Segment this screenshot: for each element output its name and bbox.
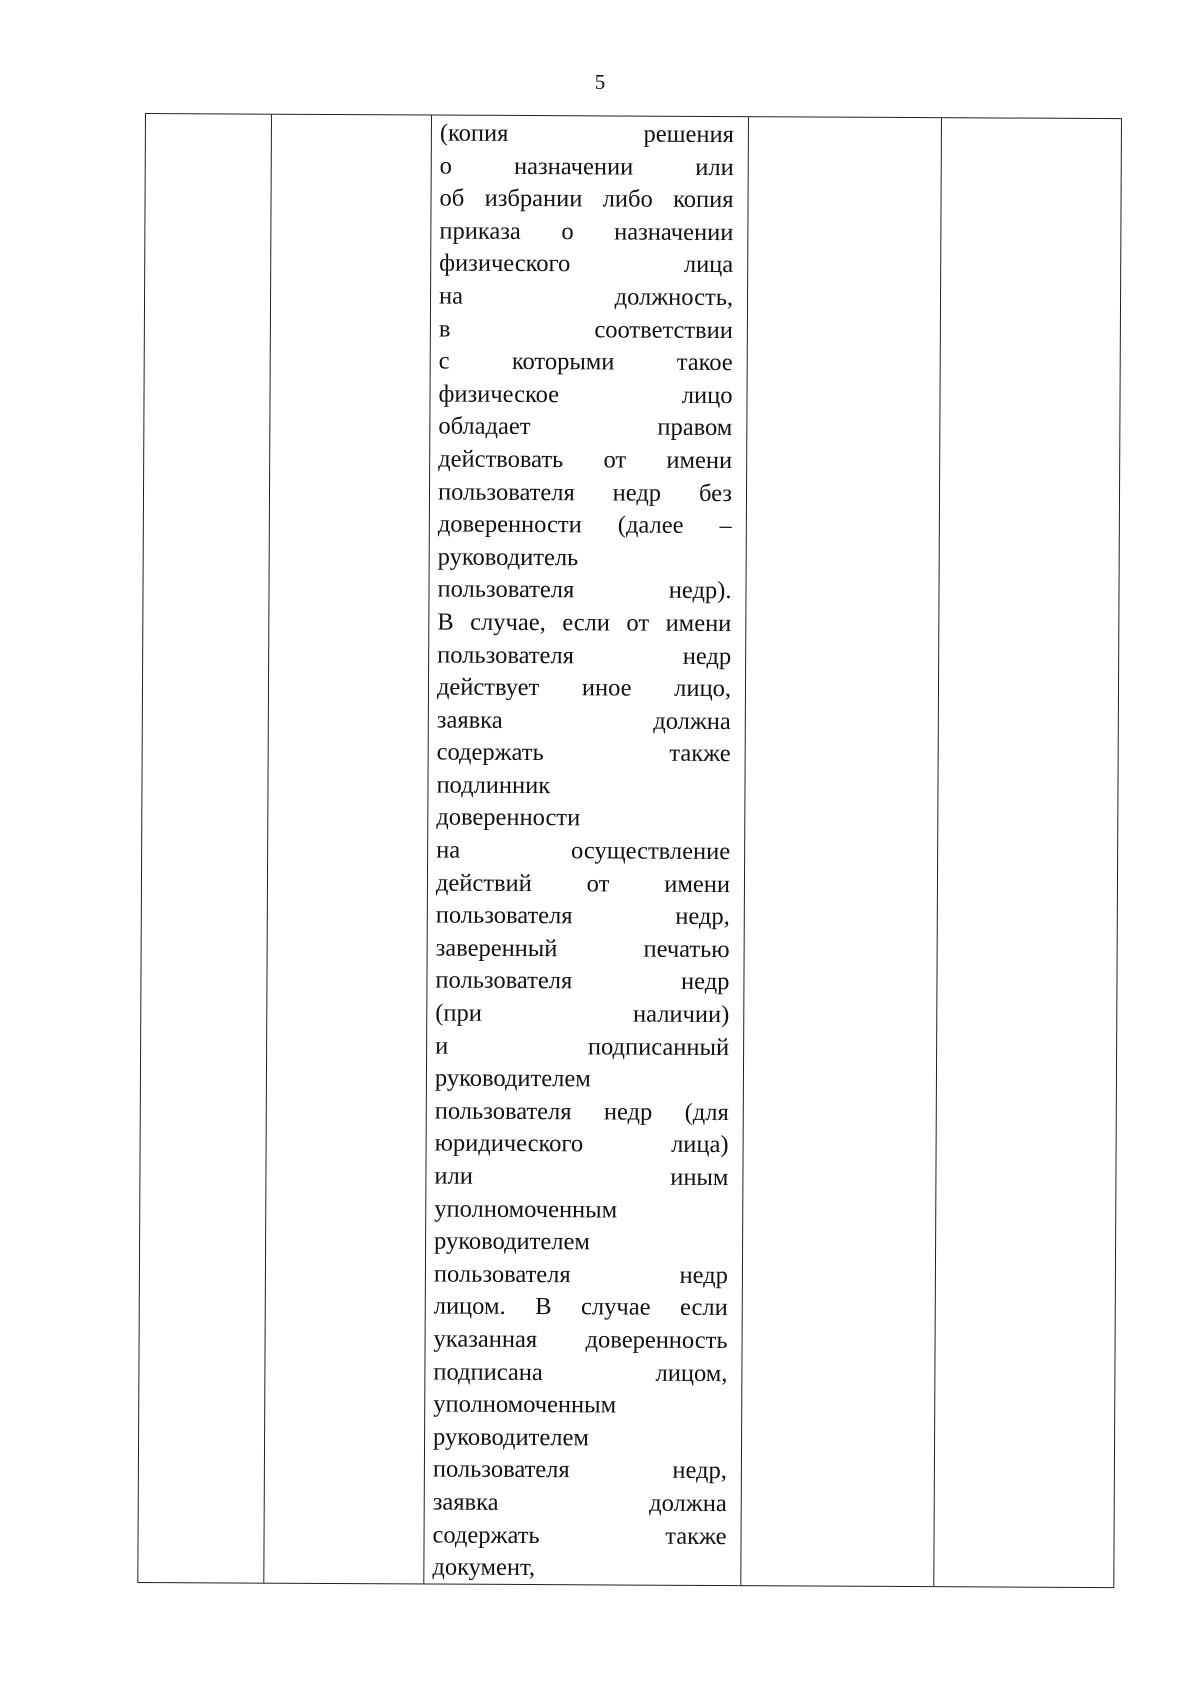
cell-text-line: заверенный печатью — [435, 934, 730, 963]
column-divider — [263, 115, 272, 1583]
cell-text-line: пользователя недр — [433, 1260, 728, 1289]
cell-text-line: на осуществление — [436, 836, 731, 866]
cell-text-line: и подписанный — [435, 1032, 730, 1061]
cell-text-line: пользователя недр, — [432, 1455, 727, 1485]
cell-text-line: физическое лицо — [438, 380, 733, 409]
cell-text-line: уполномоченным — [433, 1390, 617, 1419]
cell-text-line: физического лица — [439, 249, 734, 279]
cell-text-line: юридического лица) — [434, 1129, 729, 1159]
cell-text-line: действует иное лицо, — [436, 673, 732, 703]
cell-text-line: пользователя недр — [437, 641, 732, 670]
cell-text-line: руководителем — [434, 1227, 590, 1256]
cell-text-line: действовать от имени — [438, 445, 733, 475]
cell-text-line: в соответствии — [438, 315, 733, 344]
cell-text-line: (при наличии) — [435, 999, 730, 1029]
cell-text-line: доверенности (далее – — [437, 510, 732, 540]
cell-text-line: пользователя недр). — [437, 575, 732, 605]
cell-text-line: приказа о назначении — [439, 217, 734, 246]
cell-text-line: заявка должна — [436, 706, 731, 735]
cell-text-line: содержать также — [436, 738, 731, 768]
cell-text-line: содержать также — [432, 1521, 727, 1550]
cell-text-line: заявка должна — [432, 1488, 727, 1518]
document-table — [137, 113, 1122, 1588]
page-number: 5 — [594, 70, 606, 94]
cell-text-line: руководитель — [437, 543, 579, 571]
cell-text-line: обладает правом — [438, 412, 733, 442]
cell-text-line: пользователя недр — [435, 966, 730, 996]
cell-text-line: руководителем — [434, 1064, 591, 1093]
cell-text-line: об избрании либо копия — [439, 184, 734, 214]
cell-text-line: доверенности — [436, 804, 581, 832]
cell-text-line: (копия решения — [439, 119, 734, 149]
cell-text-line: подлинник — [436, 771, 551, 800]
cell-text-line: на должность, — [438, 282, 734, 312]
column-divider — [933, 118, 942, 1586]
cell-text-line: пользователя недр без — [437, 478, 733, 507]
cell-text-line: подписана лицом, — [433, 1358, 728, 1387]
cell-text-line: В случае, если от имени — [437, 608, 732, 637]
cell-text-line: документ, — [432, 1553, 536, 1582]
cell-text-line: руководителем — [433, 1423, 589, 1452]
cell-text-line: уполномоченным — [434, 1195, 618, 1224]
cell-text-line: действий от имени — [435, 869, 731, 898]
cell-text-line: лицом. В случае если — [433, 1292, 728, 1322]
cell-text-line: указанная доверенность — [433, 1325, 728, 1355]
cell-text-line: о назначении или — [439, 152, 734, 181]
cell-text-line: пользователя недр (для — [434, 1097, 729, 1126]
table-cell-requirements-text — [432, 118, 734, 1586]
column-divider — [740, 117, 749, 1585]
cell-text-line: с которыми такое — [438, 347, 733, 377]
cell-text-line: пользователя недр, — [435, 901, 730, 931]
cell-text-line: или иным — [434, 1162, 729, 1192]
column-divider — [423, 115, 432, 1583]
